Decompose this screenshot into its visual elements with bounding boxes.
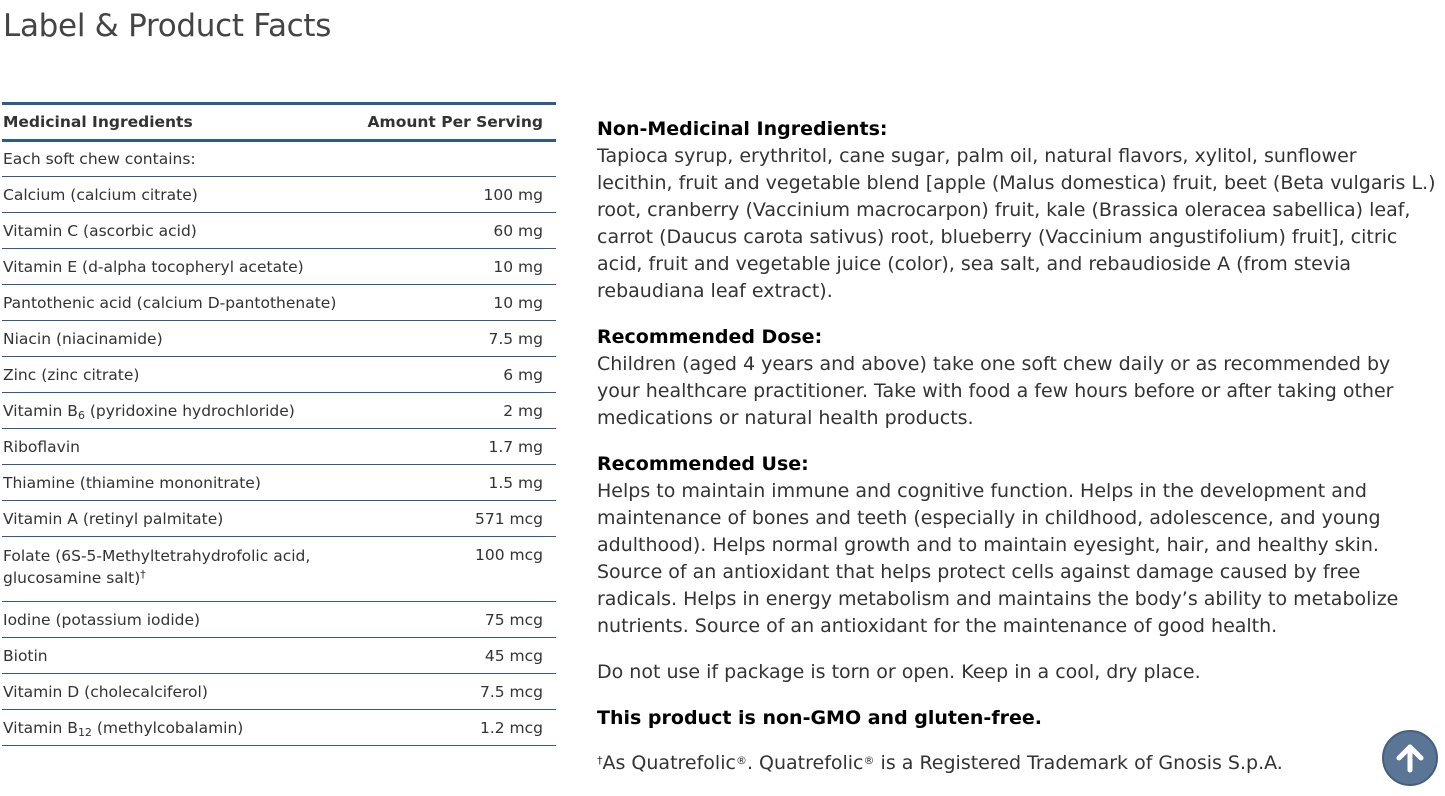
ingredient-name-line2: glucosamine salt)	[3, 569, 141, 587]
ingredient-name: Vitamin A (retinyl palmitate)	[2, 501, 360, 537]
ingredient-name-main: Vitamin B	[3, 718, 78, 737]
storage-note: Do not use if package is torn or open. Keep in a cool, dry place.	[597, 661, 1201, 683]
page-title: Label & Product Facts	[3, 8, 332, 44]
ingredient-name-source: (methylcobalamin)	[91, 718, 244, 737]
table-row	[2, 638, 556, 674]
ingredient-amount: 7.5 mcg	[360, 674, 556, 710]
recommended-dose-text: Children (aged 4 years and above) take one soft chew daily or as recommended by your healthcare practitioner. Take with food a few hours before or after taking other medications or natural health products.	[597, 353, 1394, 429]
ingredient-name: Pantothenic acid (calcium D-pantothenate)	[2, 285, 360, 321]
dagger-mark: †	[140, 568, 146, 581]
ingredient-name: Iodine (potassium iodide)	[2, 602, 360, 638]
ingredient-amount: 10 mg	[360, 249, 556, 285]
header-medicinal-ingredients: Medicinal Ingredients	[3, 113, 193, 131]
recommended-use-text: Helps to maintain immune and cognitive function. Helps in the development and maintenance of bones and teeth (especially in childhood, adolescence, and young adulthood). Helps normal growth and to maintain eyesight, hair, and healthy skin. Source of an antioxidant that helps protect cells against damage caused by free radicals. Helps in energy metabolism and maintains the body’s ability to metabolize nutrients. Source of an antioxidant for the maintenance of good health.	[597, 480, 1399, 637]
ingredient-amount: 6 mg	[360, 357, 556, 393]
ingredient-name-main: Vitamin B	[3, 401, 78, 420]
table-row	[2, 393, 556, 429]
table-row	[2, 602, 556, 638]
recommended-use-heading: Recommended Use:	[597, 453, 809, 475]
ingredient-name: Biotin	[2, 638, 360, 674]
ingredient-amount: 100 mg	[360, 177, 556, 213]
registered-mark: ®	[863, 754, 875, 767]
registered-mark: ®	[735, 754, 747, 767]
table-row	[2, 501, 556, 537]
table-row	[2, 710, 556, 746]
table-row	[2, 537, 556, 602]
ingredient-amount: 1.7 mg	[360, 429, 556, 465]
ingredient-name: Riboflavin	[2, 429, 360, 465]
table-row	[2, 213, 556, 249]
table-intro-row	[2, 141, 556, 177]
ingredient-amount: 1.2 mcg	[360, 710, 556, 746]
subscript: 12	[77, 725, 92, 739]
recommended-dose-section	[597, 324, 1437, 432]
scroll-to-top-button[interactable]	[1382, 730, 1438, 786]
ingredient-name: Calcium (calcium citrate)	[2, 177, 360, 213]
non-gmo-note: This product is non-GMO and gluten-free.	[597, 707, 1042, 729]
ingredient-amount: 2 mg	[360, 393, 556, 429]
footnote-part2: . Quatrefolic	[746, 752, 864, 774]
intro-text: Each soft chew contains:	[2, 141, 556, 177]
header-amount-per-serving: Amount Per Serving	[367, 113, 543, 131]
table-row	[2, 429, 556, 465]
table-header-row	[2, 104, 556, 141]
table-row	[2, 674, 556, 710]
ingredient-name: Vitamin D (cholecalciferol)	[2, 674, 360, 710]
recommended-dose-heading: Recommended Dose:	[597, 326, 823, 348]
table-row	[2, 321, 556, 357]
table-row	[2, 177, 556, 213]
ingredient-amount: 10 mg	[360, 285, 556, 321]
medicinal-ingredients-table	[2, 102, 556, 746]
recommended-use-section	[597, 451, 1437, 640]
non-medicinal-text: Tapioca syrup, erythritol, cane sugar, palm oil, natural flavors, xylitol, sunflower lecithin, fruit and vegetable blend [apple (Malus domestica) fruit, beet (Beta vulgaris L.) root, cranberry (Vaccinium macrocarpon) fruit, kale (Brassica oleracea sabellica) leaf, carrot (Daucus carota sativus) root, blueberry (Vaccinium angustifolium) fruit], citric acid, fruit and vegetable juice (color), sea salt, and rebaudioside A (from stevia rebaudiana leaf extract).	[597, 145, 1436, 302]
non-medicinal-section	[597, 116, 1437, 305]
ingredient-name: Zinc (zinc citrate)	[2, 357, 360, 393]
ingredient-name	[2, 710, 360, 746]
ingredient-amount: 571 mcg	[360, 501, 556, 537]
ingredient-name	[2, 537, 360, 602]
table-row	[2, 465, 556, 501]
table-row	[2, 285, 556, 321]
table-row	[2, 249, 556, 285]
ingredient-name: Vitamin E (d-alpha tocopheryl acetate)	[2, 249, 360, 285]
non-medicinal-heading: Non-Medicinal Ingredients:	[597, 118, 888, 140]
table-row	[2, 357, 556, 393]
ingredient-name	[2, 393, 360, 429]
ingredient-name: Vitamin C (ascorbic acid)	[2, 213, 360, 249]
ingredient-amount: 75 mcg	[360, 602, 556, 638]
ingredient-amount: 1.5 mg	[360, 465, 556, 501]
trademark-footnote	[597, 750, 1437, 777]
footnote-part3: is a Registered Trademark of Gnosis S.p.A.	[874, 752, 1283, 774]
ingredient-amount: 100 mcg	[360, 537, 556, 602]
ingredient-name: Niacin (niacinamide)	[2, 321, 360, 357]
ingredient-name-line1: Folate (6S-5-Methyltetrahydrofolic acid,	[3, 547, 311, 565]
subscript: 6	[77, 408, 85, 422]
ingredient-name-source: (pyridoxine hydrochloride)	[84, 401, 295, 420]
ingredient-name: Thiamine (thiamine mononitrate)	[2, 465, 360, 501]
ingredient-amount: 45 mcg	[360, 638, 556, 674]
dagger-mark: †	[597, 754, 603, 767]
footnote-part1: As Quatrefolic	[602, 752, 736, 774]
arrow-up-icon	[1393, 741, 1427, 775]
ingredient-amount: 7.5 mg	[360, 321, 556, 357]
product-info-panel	[597, 116, 1437, 796]
ingredient-amount: 60 mg	[360, 213, 556, 249]
